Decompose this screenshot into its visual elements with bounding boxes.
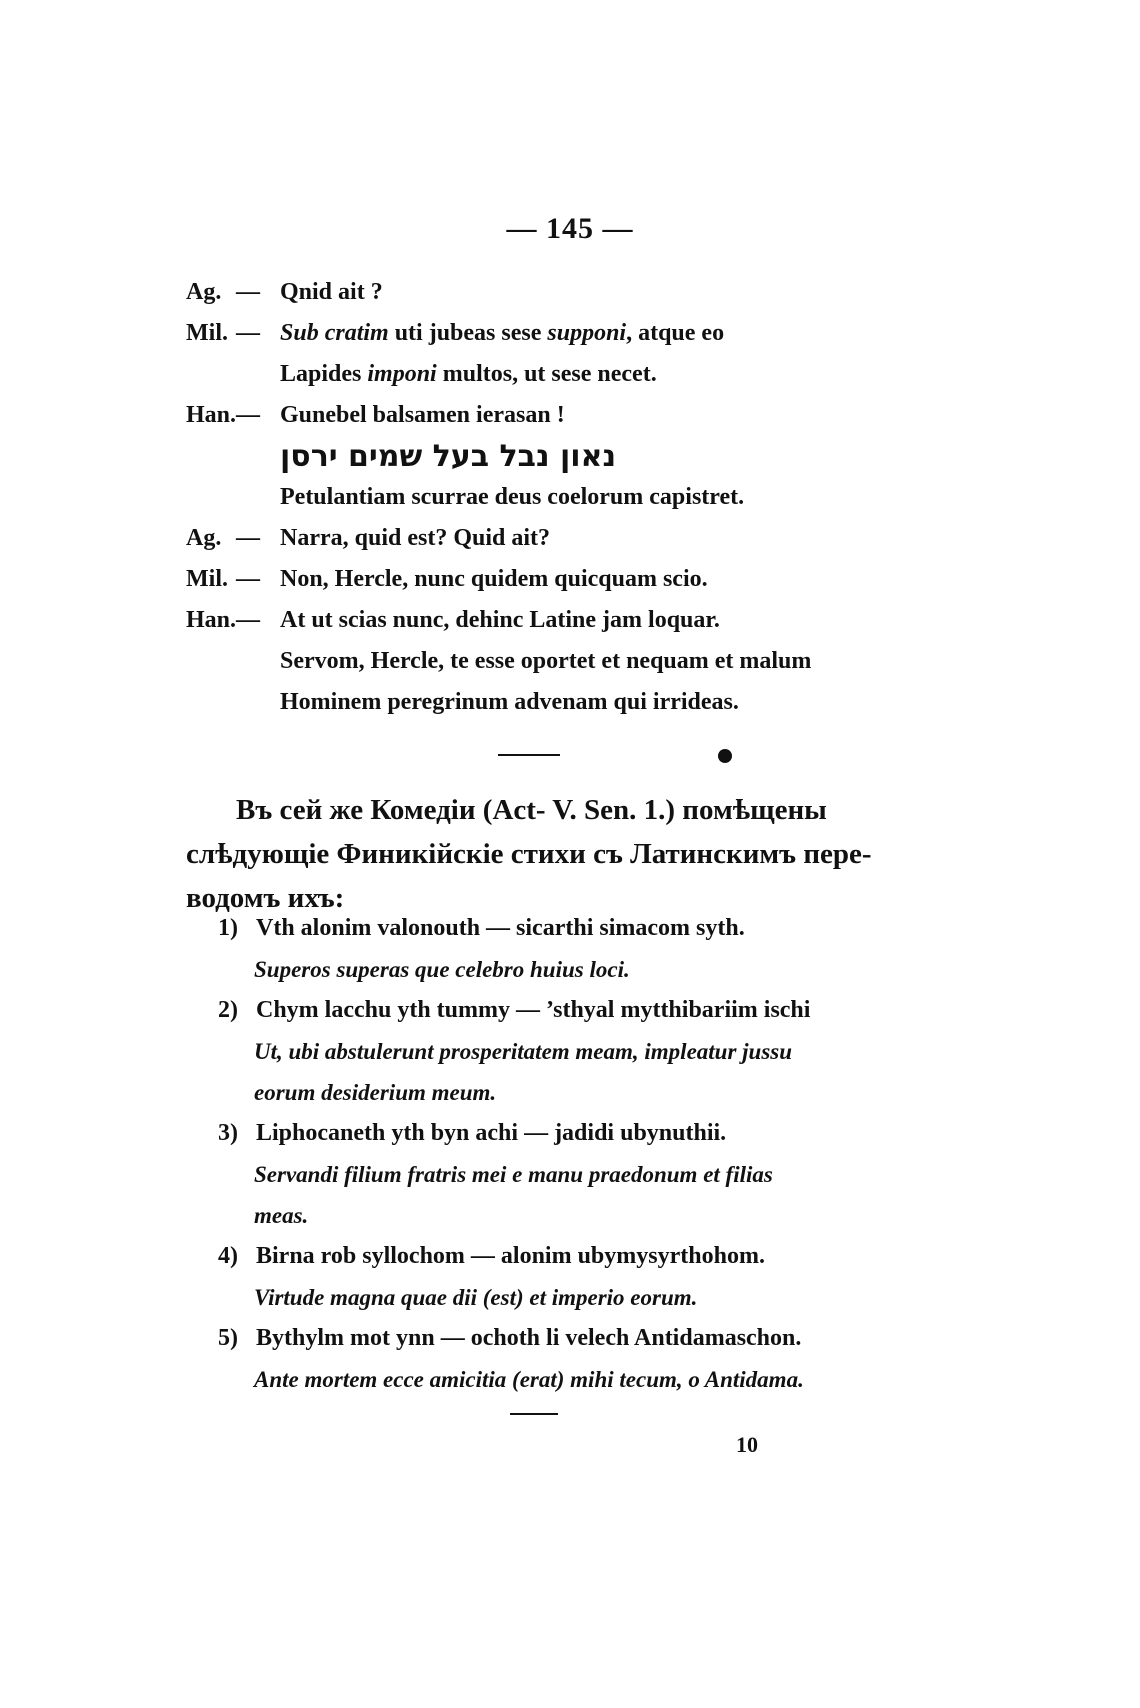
latin-line [0,949,1140,990]
speaker-label: Ag. [186,279,222,305]
latin-line [0,1359,1140,1400]
speaker-dash: — [236,320,260,346]
phoenician-line [0,990,1140,1031]
phoenician-line [0,908,1140,949]
latin-translation: eorum desiderium meum. [254,1080,497,1105]
latin-translation: Superos superas que celebro huius loci. [254,957,630,982]
verse-text [280,313,724,354]
dialogue-line [0,559,1140,600]
speaker-label: Mil. [186,566,228,592]
speaker-label: Han. [186,402,237,428]
phoenician-text: Vth alonim valonouth — sicarthi simacom syth. [256,915,745,941]
dialogue-line [0,436,1140,477]
phoenician-line [0,1318,1140,1359]
latin-translation: meas. [254,1203,309,1228]
speaker-dash: — [236,525,260,551]
phoenician-text: Bythylm mot ynn — ochoth li velech Antidamaschon. [256,1325,802,1351]
intro-line: слѣдующіе Финикійскіе стихи съ Латинскимъ пере- [186,838,872,870]
dialogue-line [0,477,1140,518]
hebrew-verse [280,436,616,477]
intro-line: водомъ ихъ: [186,882,345,914]
latin-line [0,1031,1140,1072]
verse-segment: At ut scias nunc, dehinc Latine jam loquar. [280,607,720,633]
verse-text [280,395,565,436]
verse-text [280,272,383,313]
verse-segment: uti jubeas sese [388,320,548,346]
verse-text [280,600,720,641]
dialogue-line [0,395,1140,436]
verse-segment: Petulantiam scurrae deus coelorum capistret. [280,484,745,510]
latin-line [0,1072,1140,1113]
speaker-dash: — [236,566,260,592]
dialogue-line [0,518,1140,559]
verse-segment: Servom, Hercle, te esse oportet et nequam et malum [280,648,812,674]
latin-line [0,1154,1140,1195]
latin-translation: Servandi filium fratris mei e manu praedonum et filias [254,1162,773,1187]
verse-text [280,641,811,682]
verse-segment: multos, ut sese necet. [436,361,657,387]
verse-segment: נאון נבל בעל שמים ירסן [280,439,617,474]
phoenician-line [0,1113,1140,1154]
verse-segment: supponi [547,320,627,346]
phoenician-line [0,1236,1140,1277]
latin-translation: Virtude magna quae dii (est) et imperio eorum. [254,1285,698,1310]
latin-translation: Ut, ubi abstulerunt prosperitatem meam, impleatur jussu [254,1039,793,1064]
phoenician-text: Liphocaneth yth byn achi — jadidi ubynuthii. [256,1120,727,1146]
dialogue-line [0,354,1140,395]
verse-segment: Sub cratim [280,320,389,346]
dialogue [0,272,1140,723]
verse-segment: Qnid ait ? [280,279,383,305]
verse-number: 5) [218,1325,238,1351]
verse-text [280,354,657,395]
speaker-label: Ag. [186,525,222,551]
phoenician-text: Birna rob syllochom — alonim ubymysyrthohom. [256,1243,765,1269]
verse-text [280,682,739,723]
dialogue-line [0,641,1140,682]
verse-number: 3) [218,1120,238,1146]
speaker-dash: — [236,402,260,428]
verse-number: 1) [218,915,238,941]
verse-segment: Narra, quid est? Quid ait? [280,525,551,551]
speaker-label: Han. [186,607,237,633]
speaker-label: Mil. [186,320,228,346]
verse-segment: Gunebel balsamen ierasan ! [280,402,565,428]
intro-paragraph [186,788,886,920]
verse-list [0,908,1140,1400]
dialogue-line [0,313,1140,354]
verse-segment: Lapides [280,361,368,387]
latin-line [0,1195,1140,1236]
speaker-dash: — [236,607,260,633]
intro-line: Въ сей же Комедіи (Act- V. Sen. 1.) помѣщены [236,794,827,826]
verse-segment: , atque eo [626,320,725,346]
verse-segment: imponi [367,361,437,387]
verse-text [280,477,744,518]
dialogue-line [0,682,1140,723]
latin-line [0,1277,1140,1318]
verse-text [280,518,550,559]
phoenician-text: Chym lacchu yth tummy — ’sthyal mytthibariim ischi [256,997,811,1023]
verse-number: 2) [218,997,238,1023]
section-divider [498,754,560,756]
speaker-dash: — [236,279,260,305]
verse-segment: Hominem peregrinum advenam qui irrideas. [280,689,739,715]
verse-number: 4) [218,1243,238,1269]
page-number: — 145 — [506,212,634,245]
dialogue-line [0,272,1140,313]
bottom-rule [510,1413,558,1415]
verse-text [280,559,708,600]
verse-segment: Non, Hercle, nunc quidem quicquam scio. [280,566,708,592]
dialogue-line [0,600,1140,641]
signature-mark: 10 [736,1432,758,1457]
ink-dot [718,749,732,763]
latin-translation: Ante mortem ecce amicitia (erat) mihi tecum, o Antidama. [254,1367,804,1392]
